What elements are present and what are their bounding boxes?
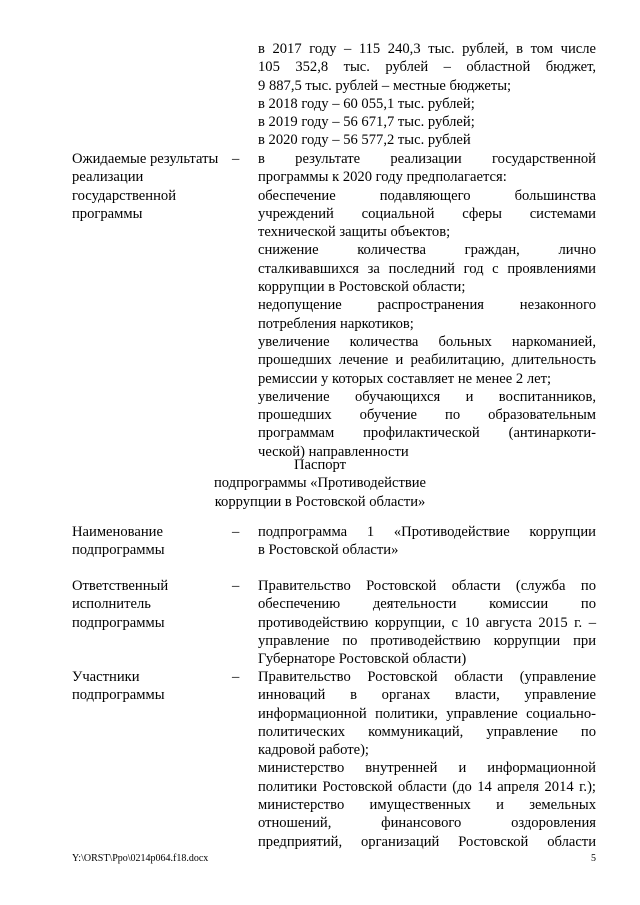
passport-title-line: подпрограммы «Противодействие: [213, 475, 427, 492]
expected-results-value: [258, 150, 596, 461]
value-line: коррупции в Ростовской области;: [258, 279, 466, 296]
label-line: реализации: [72, 169, 144, 186]
funding-lines: [258, 40, 596, 150]
value-line: программы к 2020 году предполагается:: [258, 169, 507, 186]
funding-line: в 2019 году – 56 671,7 тыс. рублей;: [258, 114, 475, 131]
label-line: государственной: [72, 187, 177, 204]
value-line: программам профилактической (антинаркоти-: [258, 425, 596, 442]
passport-title: [0, 456, 640, 511]
label-line: Участники: [72, 669, 140, 685]
value-line: министерство внутренней и информационной: [258, 760, 596, 777]
label-line: Ожидаемые результаты: [72, 151, 219, 167]
value-line: в Ростовской области»: [258, 542, 399, 559]
label-line: подпрограммы: [72, 542, 165, 559]
value-line: снижение количества граждан, лично: [258, 242, 596, 259]
value-line: прошедших лечение и реабилитацию, длительность: [258, 352, 596, 369]
value-line: Правительство Ростовской области (служба по: [258, 578, 596, 594]
label-line: программы: [72, 205, 143, 222]
value-line: в результате реализации государственной: [258, 151, 596, 167]
funding-line: в 2020 году – 56 577,2 тыс. рублей: [258, 132, 471, 149]
value-line: увеличение количества больных наркоманией,: [258, 333, 596, 350]
footer-file-path: Y:\ORST\Ppo\0214p064.f18.docx: [72, 853, 209, 864]
value-line: предприятий, организаций Ростовской области: [258, 833, 596, 850]
separator-dash: –: [232, 578, 240, 594]
label-line: Ответственный: [72, 578, 169, 594]
value-line: информационной политики, управление социально-: [258, 705, 596, 722]
funding-line: в 2018 году – 60 055,1 тыс. рублей;: [258, 95, 475, 112]
value-line: ремиссии у которых составляет не менее 2 лет;: [258, 370, 552, 387]
participants-value: [258, 668, 596, 851]
subprogram-name-label: [72, 523, 222, 560]
passport-title-line: коррупции в Ростовской области»: [214, 493, 426, 510]
value-line: подпрограмма 1 «Противодействие коррупции: [258, 524, 596, 540]
funding-line: 105 352,8 тыс. рублей – областной бюджет,: [258, 59, 596, 76]
value-line: потребления наркотиков;: [258, 315, 414, 332]
value-line: противодействию коррупции, с 10 августа 2015 г. –: [258, 614, 596, 631]
subprogram-name-value: [258, 523, 596, 560]
value-line: инноваций в органах власти, управление: [258, 687, 596, 704]
value-line: Правительство Ростовской области (управление: [258, 669, 596, 685]
value-line: политики Ростовской области (до 14 апреля 2014 г.);: [258, 778, 596, 795]
responsible-executor-value: [258, 577, 596, 668]
value-line: сталкивавшихся за последний год с проявлениями: [258, 260, 596, 277]
funding-line: в 2017 году – 115 240,3 тыс. рублей, в том числе: [258, 41, 596, 57]
value-line: управление по противодействию коррупции при: [258, 632, 596, 649]
label-line: Наименование: [72, 524, 163, 540]
value-line: отношений, финансового оздоровления: [258, 815, 596, 832]
value-line: увеличение обучающихся и воспитанников,: [258, 388, 596, 405]
label-line: исполнитель: [72, 596, 151, 613]
value-line: Губернаторе Ростовской области): [258, 651, 467, 668]
participants-label: [72, 668, 222, 705]
value-line: кадровой работе);: [258, 742, 369, 759]
passport-title-line: Паспорт: [293, 457, 347, 473]
value-line: учреждений социальной сферы системами: [258, 205, 596, 222]
separator-dash: –: [232, 669, 240, 685]
label-line: подпрограммы: [72, 687, 165, 704]
value-line: обеспечение подавляющего большинства: [258, 187, 596, 204]
separator-dash: –: [232, 151, 240, 167]
expected-results-label: [72, 150, 222, 223]
value-line: министерство имущественных и земельных: [258, 797, 596, 814]
funding-line: 9 887,5 тыс. рублей – местные бюджеты;: [258, 77, 512, 94]
separator-dash: –: [232, 524, 240, 540]
value-line: прошедших обучение по образовательным: [258, 407, 596, 424]
value-line: ческой) направленности: [258, 443, 409, 460]
page-number: 5: [591, 853, 596, 864]
value-line: политических коммуникаций, управление по: [258, 723, 596, 740]
value-line: технической защиты объектов;: [258, 224, 451, 241]
label-line: подпрограммы: [72, 614, 165, 631]
responsible-executor-label: [72, 577, 222, 632]
value-line: обеспечению деятельности комиссии по: [258, 596, 596, 613]
value-line: недопущение распространения незаконного: [258, 297, 596, 314]
